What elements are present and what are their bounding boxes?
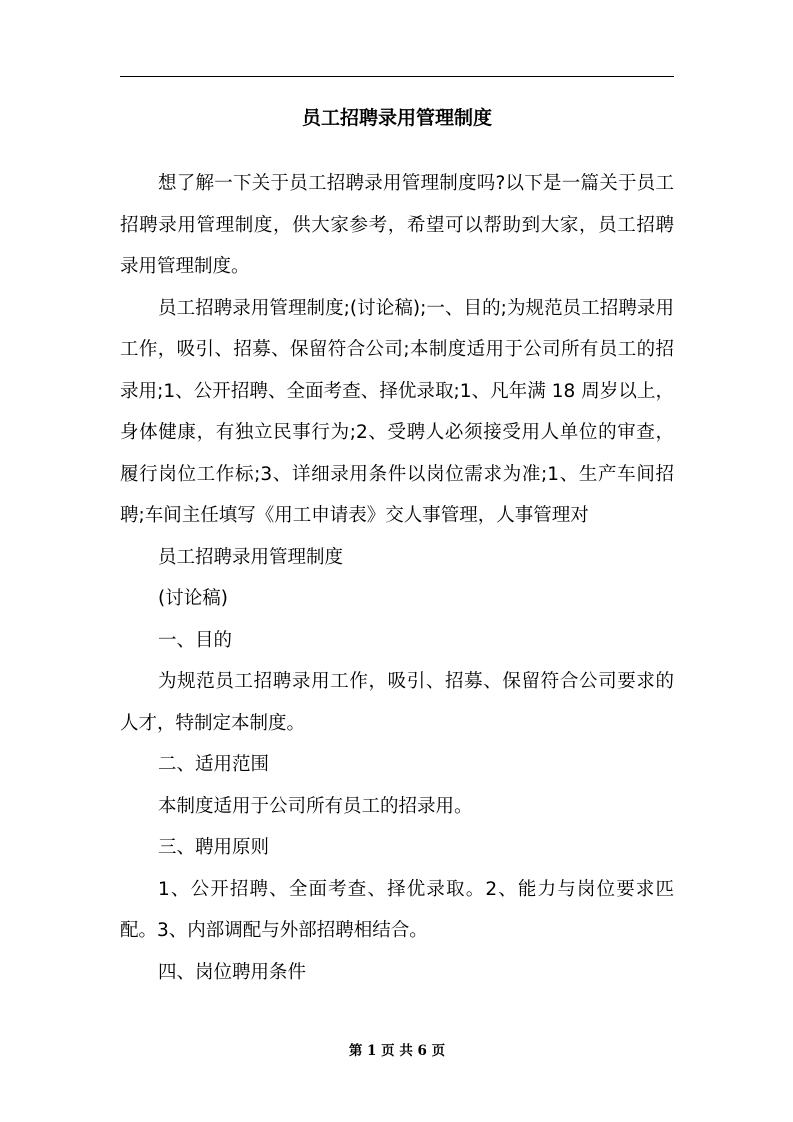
section-heading-purpose: 一、目的 [158, 629, 233, 651]
purpose-paragraph: 为规范员工招聘录用工作，吸引、招募、保留符合公司要求的人才，特制定本制度。 [120, 671, 674, 734]
page-indicator: 第 1 页 共 6 页 [348, 1043, 446, 1059]
section-heading-scope: 二、适用范围 [158, 754, 270, 775]
document-title: 员工招聘录用管理制度 [301, 107, 492, 129]
policy-title-line: 员工招聘录用管理制度 [158, 546, 344, 568]
intro-paragraph: 想了解一下关于员工招聘录用管理制度吗?以下是一篇关于员工招聘录用管理制度，供大家参考，希望可以帮助到大家，员工招聘录用管理制度。 [120, 173, 674, 277]
principles-paragraph: 1、公开招聘、全面考查、择优录取。2、能力与岗位要求匹配。3、内部调配与外部招聘相结合。 [120, 878, 674, 941]
summary-paragraph: 员工招聘录用管理制度;(讨论稿);一、目的;为规范员工招聘录用工作，吸引、招募、保留符合公司;本制度适用于公司所有员工的招录用;1、公开招聘、全面考查、择优录取;1、凡年满 18 周岁以上，身体健康，有独立民事行为;2、受聘人必须接受用人单位的审查，履行岗位工作标;3、详细录用条件以岗位需求为准;1、生产车间招聘;车间主任填写《用工申请表》交人事管理，人事管理对 [120, 297, 674, 526]
section-heading-conditions: 四、岗位聘用条件 [158, 961, 307, 983]
draft-note-line: (讨论稿) [158, 588, 228, 609]
section-heading-principles: 三、聘用原则 [158, 837, 270, 858]
header-rule [120, 76, 674, 77]
scope-paragraph: 本制度适用于公司所有员工的招录用。 [158, 795, 473, 817]
document-body [120, 163, 674, 993]
